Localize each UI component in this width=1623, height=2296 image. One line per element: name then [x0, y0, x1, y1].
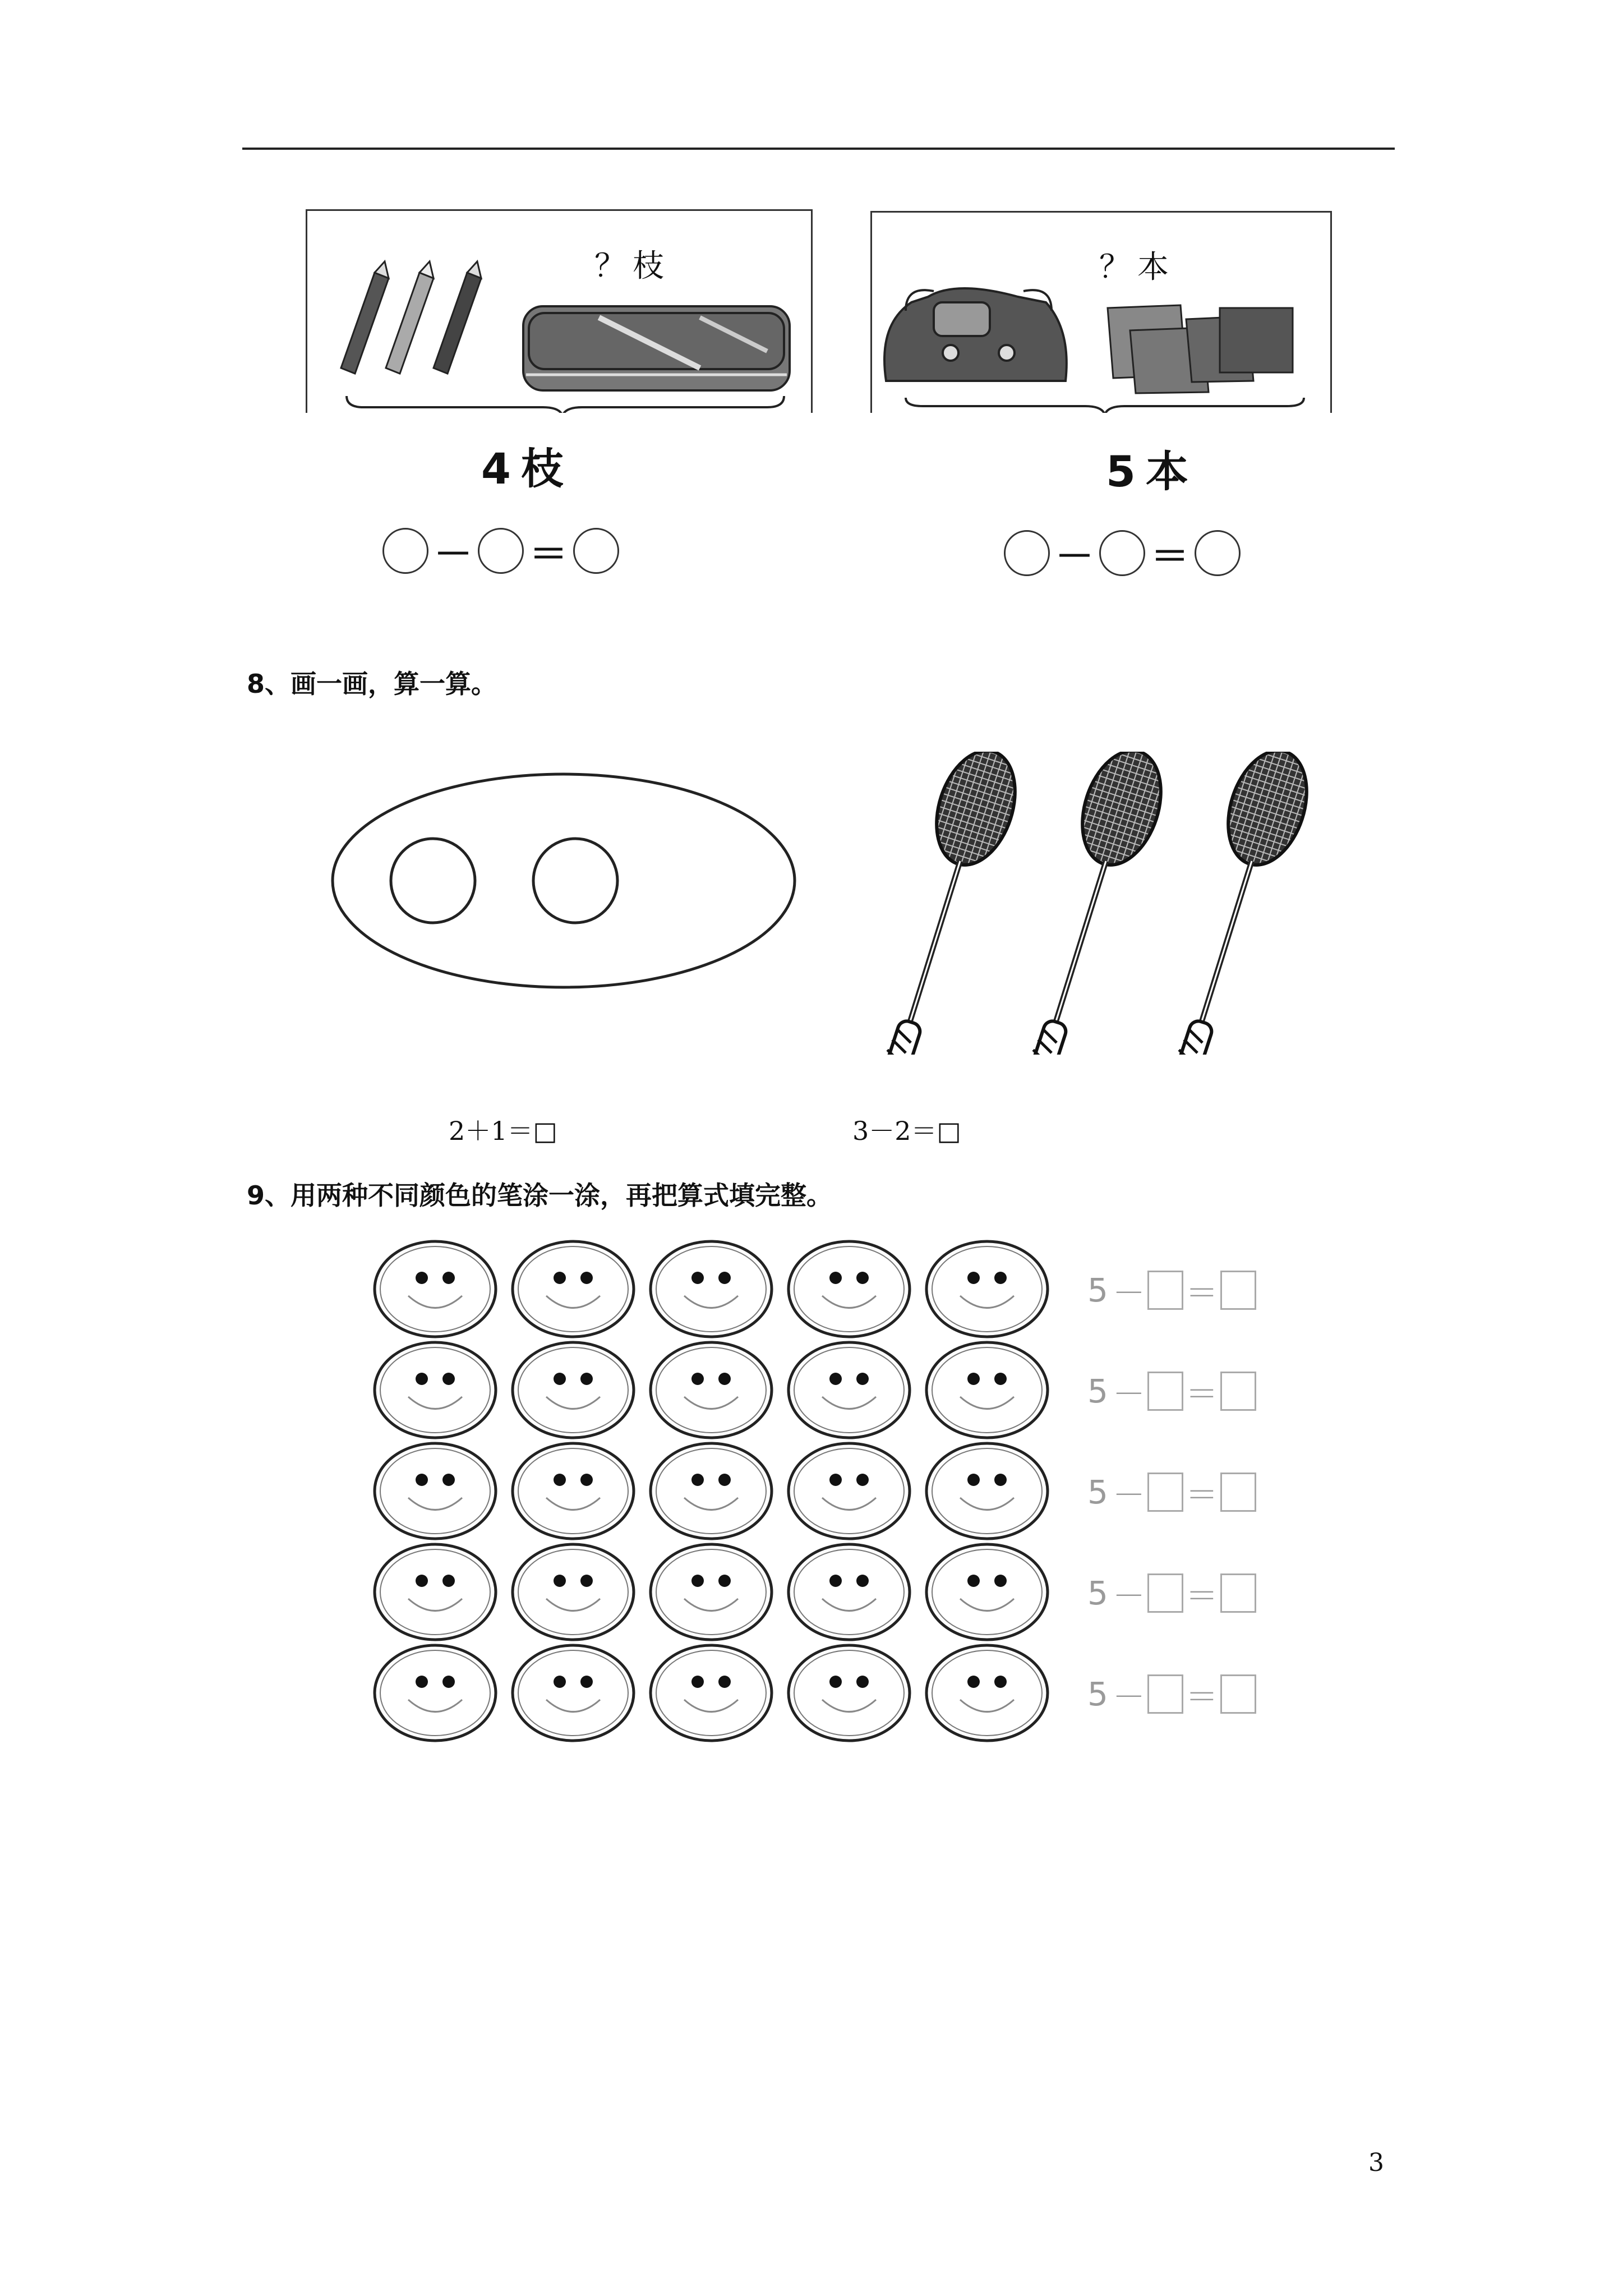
face-eye [856, 1575, 869, 1587]
smiley-face[interactable] [375, 1544, 496, 1640]
minus-sign: － [434, 532, 473, 577]
face-eye [554, 1676, 566, 1688]
minuend: 5 [1087, 1473, 1108, 1511]
face-mouth [408, 1599, 462, 1611]
face-inner-ring [656, 1448, 766, 1534]
face-outline [375, 1544, 496, 1640]
answer-box[interactable] [1147, 1674, 1183, 1714]
smiley-face[interactable] [375, 1241, 496, 1337]
face-inner-ring [380, 1347, 490, 1433]
face-eye [718, 1373, 731, 1385]
pencil-picture-box [306, 209, 813, 413]
face-outline [789, 1241, 910, 1337]
large-ellipse [333, 774, 795, 987]
face-eye [829, 1474, 842, 1486]
face-mouth [960, 1397, 1014, 1409]
face-mouth [960, 1700, 1014, 1712]
equals-sign: ＝ [529, 532, 568, 577]
face-mouth [684, 1700, 738, 1712]
face-eye [994, 1272, 1007, 1284]
face-eye [442, 1373, 455, 1385]
face-eye [994, 1676, 1007, 1688]
face-mouth [822, 1498, 876, 1510]
face-eye [691, 1373, 704, 1385]
smiley-face[interactable] [926, 1645, 1048, 1741]
left-circle-equation [382, 523, 619, 579]
face-mouth [408, 1296, 462, 1308]
minuend: 5 [1087, 1574, 1108, 1612]
face-inner-ring [656, 1347, 766, 1433]
face-eye [691, 1575, 704, 1587]
ellipse-with-circles [325, 763, 802, 999]
answer-box[interactable] [1147, 1271, 1183, 1310]
equals-sign: ＝ [1185, 1577, 1218, 1615]
face-inner-ring [380, 1549, 490, 1635]
face-inner-ring [794, 1246, 904, 1332]
small-circle [533, 839, 617, 923]
smiley-face[interactable] [789, 1241, 910, 1337]
face-eye [718, 1474, 731, 1486]
small-circle [391, 839, 475, 923]
pencil-2 [386, 261, 434, 374]
face-eye [829, 1373, 842, 1385]
face-outline [789, 1342, 910, 1438]
face-mouth [408, 1700, 462, 1712]
right-total-label: 5本 [1106, 447, 1198, 496]
face-inner-ring [932, 1246, 1042, 1332]
face-eye [994, 1474, 1007, 1486]
face-outline [789, 1645, 910, 1741]
smiley-face[interactable] [926, 1241, 1048, 1337]
smiley-face[interactable] [513, 1241, 634, 1337]
smiley-face-grid [370, 1240, 1071, 1773]
answer-box[interactable] [1147, 1573, 1183, 1613]
face-outline [513, 1241, 634, 1337]
formula-subtract: 3－2＝□ [852, 1116, 961, 1146]
subtraction-equation-row [1085, 1568, 1256, 1618]
face-eye [442, 1272, 455, 1284]
face-mouth [408, 1397, 462, 1409]
smiley-face[interactable] [789, 1544, 910, 1640]
face-inner-ring [656, 1650, 766, 1736]
answer-circle[interactable] [478, 528, 524, 574]
minus-sign: － [1112, 1375, 1145, 1413]
face-inner-ring [932, 1347, 1042, 1433]
answer-circle[interactable] [1099, 530, 1145, 576]
face-outline [651, 1443, 772, 1539]
answer-circle[interactable] [1195, 530, 1241, 576]
face-eye [442, 1575, 455, 1587]
face-eye [829, 1575, 842, 1587]
smiley-face[interactable] [651, 1443, 772, 1539]
face-eye [856, 1272, 869, 1284]
face-eye [856, 1474, 869, 1486]
header-rule [242, 148, 1395, 150]
face-eye [416, 1676, 428, 1688]
question-8-title: 8、画一画，算一算。 [247, 669, 497, 699]
racket-2 [1030, 752, 1175, 1055]
subtraction-equation-row [1085, 1669, 1256, 1719]
face-eye [967, 1575, 980, 1587]
subtraction-equation-row [1085, 1467, 1256, 1517]
face-outline [375, 1645, 496, 1741]
smiley-face[interactable] [926, 1544, 1048, 1640]
face-inner-ring [794, 1347, 904, 1433]
rackets-illustration [841, 752, 1335, 1055]
face-mouth [822, 1296, 876, 1308]
face-outline [651, 1241, 772, 1337]
face-eye [416, 1575, 428, 1587]
face-eye [967, 1373, 980, 1385]
racket-3 [1175, 752, 1321, 1055]
face-inner-ring [518, 1448, 628, 1534]
smiley-face[interactable] [651, 1342, 772, 1438]
face-eye [718, 1272, 731, 1284]
face-inner-ring [518, 1246, 628, 1332]
face-mouth [960, 1498, 1014, 1510]
face-mouth [960, 1599, 1014, 1611]
pencil-3 [434, 261, 481, 374]
face-outline [926, 1342, 1048, 1438]
minuend: 5 [1087, 1675, 1108, 1713]
face-eye [580, 1474, 593, 1486]
face-mouth [684, 1498, 738, 1510]
smiley-face[interactable] [375, 1342, 496, 1438]
minuend: 5 [1087, 1372, 1108, 1410]
answer-box[interactable] [1220, 1573, 1256, 1613]
face-eye [967, 1272, 980, 1284]
subtraction-equation-row [1085, 1265, 1256, 1315]
face-eye [967, 1676, 980, 1688]
face-inner-ring [518, 1650, 628, 1736]
face-outline [926, 1443, 1048, 1539]
face-inner-ring [656, 1246, 766, 1332]
face-inner-ring [932, 1650, 1042, 1736]
brace [347, 396, 784, 413]
face-mouth [546, 1700, 600, 1712]
face-mouth [546, 1498, 600, 1510]
face-mouth [684, 1397, 738, 1409]
face-mouth [822, 1599, 876, 1611]
face-inner-ring [518, 1549, 628, 1635]
minuend: 5 [1087, 1271, 1108, 1309]
face-inner-ring [794, 1549, 904, 1635]
equals-sign: ＝ [1185, 1375, 1218, 1413]
answer-box[interactable] [1220, 1674, 1256, 1714]
answer-circle[interactable] [1004, 530, 1050, 576]
minus-sign: － [1112, 1577, 1145, 1615]
face-mouth [546, 1397, 600, 1409]
face-eye [442, 1676, 455, 1688]
face-eye [691, 1676, 704, 1688]
face-outline [513, 1645, 634, 1741]
face-eye [416, 1272, 428, 1284]
smiley-face[interactable] [926, 1342, 1048, 1438]
face-outline [926, 1645, 1048, 1741]
minus-sign: － [1112, 1678, 1145, 1716]
books [1108, 305, 1293, 393]
answer-circle[interactable] [382, 528, 428, 574]
left-total-label: 4枝 [481, 444, 574, 494]
face-eye [829, 1272, 842, 1284]
face-eye [856, 1676, 869, 1688]
answer-box[interactable] [1220, 1271, 1256, 1310]
face-outline [513, 1544, 634, 1640]
face-eye [691, 1272, 704, 1284]
right-question-label: ？本 [1099, 249, 1175, 286]
answer-box[interactable] [1220, 1473, 1256, 1512]
racket-1 [884, 752, 1029, 1055]
face-mouth [822, 1397, 876, 1409]
answer-box[interactable] [1147, 1473, 1183, 1512]
subtraction-equation-row [1085, 1366, 1256, 1416]
face-eye [691, 1474, 704, 1486]
face-eye [580, 1373, 593, 1385]
face-inner-ring [518, 1347, 628, 1433]
face-inner-ring [380, 1650, 490, 1736]
face-eye [994, 1373, 1007, 1385]
face-eye [580, 1575, 593, 1587]
smiley-face[interactable] [375, 1645, 496, 1741]
face-outline [375, 1342, 496, 1438]
minus-sign: － [1055, 534, 1094, 579]
face-eye [580, 1272, 593, 1284]
pencil-1 [341, 261, 389, 374]
face-outline [789, 1443, 910, 1539]
face-eye [994, 1575, 1007, 1587]
face-outline [651, 1544, 772, 1640]
face-inner-ring [656, 1549, 766, 1635]
face-eye [829, 1676, 842, 1688]
right-circle-equation [1004, 525, 1241, 581]
face-mouth [960, 1296, 1014, 1308]
face-eye [967, 1474, 980, 1486]
face-outline [375, 1241, 496, 1337]
face-inner-ring [794, 1448, 904, 1534]
face-eye [554, 1373, 566, 1385]
school-bag [884, 288, 1067, 381]
smiley-face[interactable] [926, 1443, 1048, 1539]
page-number: 3 [1368, 2148, 1384, 2177]
face-inner-ring [794, 1650, 904, 1736]
smiley-face[interactable] [651, 1241, 772, 1337]
face-eye [442, 1474, 455, 1486]
pencil-case [523, 306, 790, 390]
face-eye [718, 1676, 731, 1688]
face-outline [651, 1342, 772, 1438]
minus-sign: － [1112, 1476, 1145, 1514]
face-mouth [684, 1599, 738, 1611]
equals-sign: ＝ [1185, 1678, 1218, 1716]
face-outline [513, 1443, 634, 1539]
smiley-face[interactable] [513, 1342, 634, 1438]
brace [906, 398, 1304, 413]
face-mouth [684, 1296, 738, 1308]
face-eye [554, 1474, 566, 1486]
smiley-face[interactable] [789, 1645, 910, 1741]
smiley-face[interactable] [513, 1544, 634, 1640]
face-eye [718, 1575, 731, 1587]
smiley-face[interactable] [651, 1544, 772, 1640]
smiley-face[interactable] [513, 1443, 634, 1539]
left-question-label: ？枝 [594, 248, 671, 284]
smiley-face[interactable] [513, 1645, 634, 1741]
pencils-and-case-illustration [307, 211, 811, 413]
face-eye [416, 1474, 428, 1486]
answer-box[interactable] [1147, 1372, 1183, 1411]
face-mouth [546, 1296, 600, 1308]
smiley-face[interactable] [375, 1443, 496, 1539]
face-eye [416, 1373, 428, 1385]
smiley-face[interactable] [789, 1342, 910, 1438]
formula-add: 2＋1＝□ [449, 1116, 557, 1146]
face-eye [554, 1575, 566, 1587]
face-outline [375, 1443, 496, 1539]
face-inner-ring [932, 1549, 1042, 1635]
face-eye [580, 1676, 593, 1688]
face-outline [789, 1544, 910, 1640]
minus-sign: － [1112, 1274, 1145, 1312]
equals-sign: ＝ [1185, 1274, 1218, 1312]
face-inner-ring [380, 1246, 490, 1332]
equals-sign: ＝ [1151, 534, 1189, 579]
equals-sign: ＝ [1185, 1476, 1218, 1514]
face-mouth [546, 1599, 600, 1611]
face-mouth [408, 1498, 462, 1510]
smiley-face[interactable] [789, 1443, 910, 1539]
face-inner-ring [932, 1448, 1042, 1534]
answer-circle[interactable] [573, 528, 619, 574]
smiley-face[interactable] [651, 1645, 772, 1741]
face-eye [856, 1373, 869, 1385]
question-9-title: 9、用两种不同颜色的笔涂一涂，再把算式填完整。 [247, 1180, 833, 1211]
face-outline [926, 1544, 1048, 1640]
face-mouth [822, 1700, 876, 1712]
face-eye [554, 1272, 566, 1284]
answer-box[interactable] [1220, 1372, 1256, 1411]
face-outline [651, 1645, 772, 1741]
face-outline [513, 1342, 634, 1438]
face-outline [926, 1241, 1048, 1337]
books-picture-box [870, 211, 1332, 413]
face-inner-ring [380, 1448, 490, 1534]
